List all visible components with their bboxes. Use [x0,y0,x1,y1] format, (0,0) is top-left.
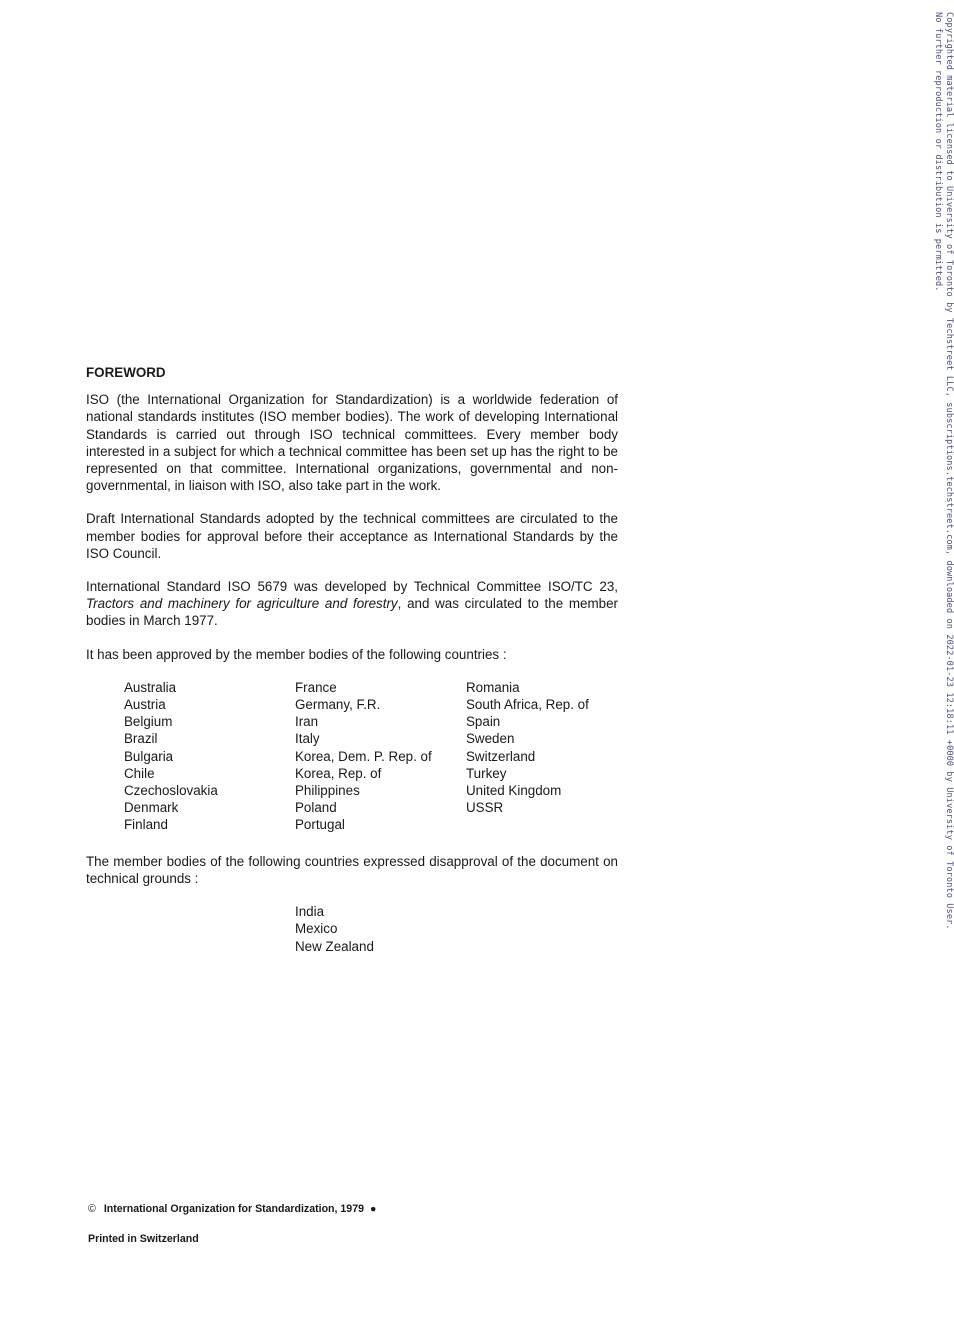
country-item: Sweden [466,731,515,747]
country-item: United Kingdom [466,782,562,798]
country-item: Spain [466,714,501,730]
foreword-section [86,364,618,955]
country-item: Iran [295,714,319,730]
country-item: Australia [124,679,177,695]
country-item: Italy [295,731,320,747]
copyright-symbol: © [88,1203,96,1215]
country-column-2 [295,679,432,834]
copyright-watermark [924,12,954,1342]
country-item: Philippines [295,782,360,798]
country-item: Chile [124,765,155,781]
country-item: Denmark [124,800,179,816]
printed-in-line: Printed in Switzerland [88,1233,199,1245]
country-item: Bulgaria [124,748,174,764]
copyright-text: International Organization for Standardization, 1979 [103,1203,364,1215]
paragraph-3-text-end: , and was circulated to the member bodies in March 1977. [86,596,618,629]
country-item: Portugal [295,817,345,833]
watermark-line-2: No further reproduction or distribution is permitted. [933,12,943,292]
disapproving-countries-list [295,903,618,955]
country-item: Mexico [295,921,338,937]
country-item: Austria [124,697,166,713]
approving-countries-list [86,679,618,835]
country-item: Czechoslovakia [124,782,218,798]
foreword-paragraph-3 [86,578,618,630]
committee-title: Tractors and machinery for agriculture and forestry [86,596,398,612]
country-item: South Africa, Rep. of [466,697,589,713]
country-item: Brazil [124,731,158,747]
country-item: Finland [124,817,168,833]
country-item: Korea, Dem. P. Rep. of [295,748,432,764]
country-item: Belgium [124,714,173,730]
country-item: Switzerland [466,748,536,764]
foreword-paragraph-1: ISO (the International Organization for Standardization) is a worldwide federation of national standards institutes (ISO member bodies). The work of developing International Standards is carried out through ISO technical committees. Every member body interested in a subject for which a technical committee has been set up has the right to be represented on that committee. International organizations, governmental and non-governmental, in liaison with ISO, also take part in the work. [86,392,618,494]
country-item: France [295,679,337,695]
country-item: Romania [466,679,520,695]
country-item: Korea, Rep. of [295,765,382,781]
bullet-icon: ● [370,1203,377,1215]
country-column-3 [466,679,589,817]
country-item: India [295,904,325,920]
foreword-title: FOREWORD [86,365,166,380]
country-item: Turkey [466,765,507,781]
approval-intro: It has been approved by the member bodies of the following countries : [86,646,507,662]
country-column-1 [124,679,218,834]
country-item: Germany, F.R. [295,697,381,713]
watermark-line-1: Copyrighted material licensed to University of Toronto by Techstreet LLC, subscriptions.techstreet.com, downloaded on 2022-01-23 12:18:11 +0000 by University of Toronto User. [944,12,954,930]
paragraph-3-text-start: International Standard ISO 5679 was developed by Technical Committee ISO/TC 23, [86,579,618,595]
copyright-line [88,1203,376,1215]
country-item: New Zealand [295,938,374,954]
country-item: Poland [295,800,337,816]
country-item: USSR [466,800,504,816]
disapproval-intro: The member bodies of the following countries expressed disapproval of the document on technical grounds : [86,853,618,887]
foreword-paragraph-2: Draft International Standards adopted by the technical committees are circulated to the member bodies for approval before their acceptance as International Standards by the ISO Council. [86,511,618,561]
